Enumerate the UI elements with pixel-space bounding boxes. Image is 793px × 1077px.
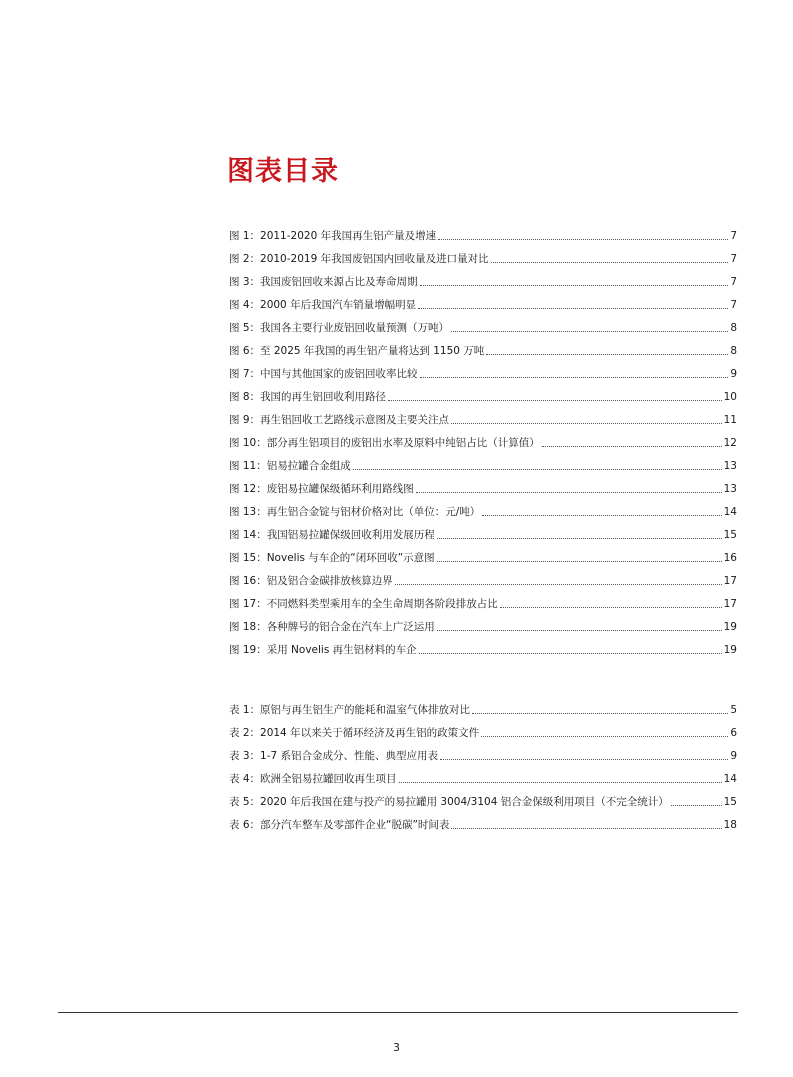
toc-entry-figure[interactable] [229,565,737,588]
toc-entry-figure[interactable] [229,335,737,358]
dot-leader [481,736,728,737]
toc-entry-figure[interactable] [229,634,737,657]
toc-entry-label: 图 19：采用 Novelis 再生铝材料的车企 [229,644,417,656]
dot-leader [353,469,722,470]
toc-entry-page: 19 [723,644,737,656]
toc-entry-label: 图 7：中国与其他国家的废铝回收率比较 [229,368,418,380]
dot-leader [419,653,722,654]
toc-entry-page: 14 [723,773,737,785]
toc-entry-label: 表 5：2020 年后我国在建与投产的易拉罐用 3004/3104 铝合金保级利用项目（不完全统计） [229,796,669,808]
page-title: 图表目录 [227,156,339,187]
toc-entry-label: 表 1：原铝与再生铝生产的能耗和温室气体排放对比 [229,704,471,716]
toc-entry-figure[interactable] [229,266,737,289]
toc-entry-page: 9 [730,368,737,380]
toc-entry-figure[interactable] [229,542,737,565]
toc-entry-label: 图 10：部分再生铝项目的废铝出水率及原料中纯铝占比（计算值） [229,437,540,449]
toc-entry-label: 图 5：我国各主要行业废铝回收量预测（万吨） [229,322,450,334]
toc-entry-figure[interactable] [229,243,737,266]
toc-entry-label: 图 18：各种牌号的铝合金在汽车上广泛运用 [229,621,435,633]
toc-entry-label: 图 11：铝易拉罐合金组成 [229,460,351,472]
toc-entry-page: 9 [730,750,737,762]
dot-leader [438,239,728,240]
toc-entry-figure[interactable] [229,404,737,427]
dot-leader [416,492,722,493]
toc-entry-page: 17 [723,598,737,610]
toc-entry-page: 6 [730,727,737,739]
toc-entry-label: 图 15：Novelis 与车企的“闭环回收”示意图 [229,552,435,564]
toc-entry-figure[interactable] [229,220,737,243]
toc-entry-label: 表 4：欧洲全铝易拉罐回收再生项目 [229,773,397,785]
toc-entry-figure[interactable] [229,450,737,473]
dot-leader [472,713,728,714]
table-list [229,694,737,832]
dot-leader [486,354,728,355]
toc-entry-table[interactable] [229,694,737,717]
toc-entry-page: 15 [723,796,737,808]
toc-entry-label: 图 3：我国废铝回收来源占比及寿命周期 [229,276,418,288]
dot-leader [500,607,722,608]
toc-entry-table[interactable] [229,786,737,809]
dot-leader [482,515,721,516]
toc-entry-table[interactable] [229,717,737,740]
footer-divider [58,1012,738,1013]
toc-entry-page: 19 [723,621,737,633]
dot-leader [395,584,722,585]
dot-leader [542,446,722,447]
toc-entry-label: 图 8：我国的再生铝回收利用路径 [229,391,387,403]
toc-entry-figure[interactable] [229,358,737,381]
toc-entry-page: 7 [730,276,737,288]
toc-entry-page: 8 [730,345,737,357]
toc-entry-page: 7 [730,230,737,242]
dot-leader [437,538,722,539]
toc-entry-label: 图 4：2000 年后我国汽车销量增幅明显 [229,299,417,311]
dot-leader [437,561,722,562]
toc-entry-table[interactable] [229,809,737,832]
dot-leader [420,285,729,286]
toc-entry-figure[interactable] [229,381,737,404]
toc-entry-page: 16 [723,552,737,564]
toc-entry-page: 7 [730,253,737,265]
dot-leader [671,805,722,806]
toc-entry-table[interactable] [229,740,737,763]
dot-leader [440,759,728,760]
toc-entry-label: 表 6：部分汽车整车及零部件企业“脱碳”时间表 [229,819,450,831]
toc-entry-page: 13 [723,483,737,495]
toc-entry-page: 12 [723,437,737,449]
toc-entry-figure[interactable] [229,519,737,542]
toc-entry-label: 图 9：再生铝回收工艺路线示意图及主要关注点 [229,414,450,426]
toc-entry-figure[interactable] [229,473,737,496]
toc-entry-page: 13 [723,460,737,472]
toc-entry-table[interactable] [229,763,737,786]
toc-entry-figure[interactable] [229,427,737,450]
page-number: 3 [393,1041,400,1054]
dot-leader [420,377,729,378]
dot-leader [491,262,729,263]
toc-entry-figure[interactable] [229,611,737,634]
dot-leader [418,308,728,309]
toc-entry-page: 8 [730,322,737,334]
toc-entry-figure[interactable] [229,289,737,312]
toc-entry-page: 17 [723,575,737,587]
dot-leader [388,400,722,401]
toc-entry-figure[interactable] [229,496,737,519]
toc-entry-page: 18 [723,819,737,831]
toc-entry-label: 图 12：废铝易拉罐保级循环利用路线图 [229,483,414,495]
toc-entry-page: 7 [730,299,737,311]
dot-leader [437,630,722,631]
toc-entry-label: 表 2：2014 年以来关于循环经济及再生铝的政策文件 [229,727,480,739]
dot-leader [451,423,722,424]
toc-entry-page: 10 [723,391,737,403]
toc-entry-page: 14 [723,506,737,518]
toc-entry-page: 15 [723,529,737,541]
toc-entry-page: 11 [723,414,737,426]
dot-leader [451,331,728,332]
toc-entry-label: 图 2：2010-2019 年我国废铝国内回收量及进口量对比 [229,253,489,265]
toc-entry-label: 图 13：再生铝合金锭与铝材价格对比（单位：元/吨） [229,506,481,518]
toc-entry-page: 5 [730,704,737,716]
figure-list [229,220,737,657]
dot-leader [399,782,722,783]
toc-entry-figure[interactable] [229,312,737,335]
toc-entry-figure[interactable] [229,588,737,611]
toc-entry-label: 图 16：铝及铝合金碳排放核算边界 [229,575,393,587]
toc-entry-label: 图 1：2011-2020 年我国再生铝产量及增速 [229,230,437,242]
toc-entry-label: 图 6：至 2025 年我国的再生铝产量将达到 1150 万吨 [229,345,485,357]
toc-entry-label: 图 17：不同燃料类型乘用车的全生命周期各阶段排放占比 [229,598,498,610]
toc-entry-label: 表 3：1-7 系铝合金成分、性能、典型应用表 [229,750,439,762]
dot-leader [451,828,721,829]
toc-entry-label: 图 14：我国铝易拉罐保级回收利用发展历程 [229,529,435,541]
